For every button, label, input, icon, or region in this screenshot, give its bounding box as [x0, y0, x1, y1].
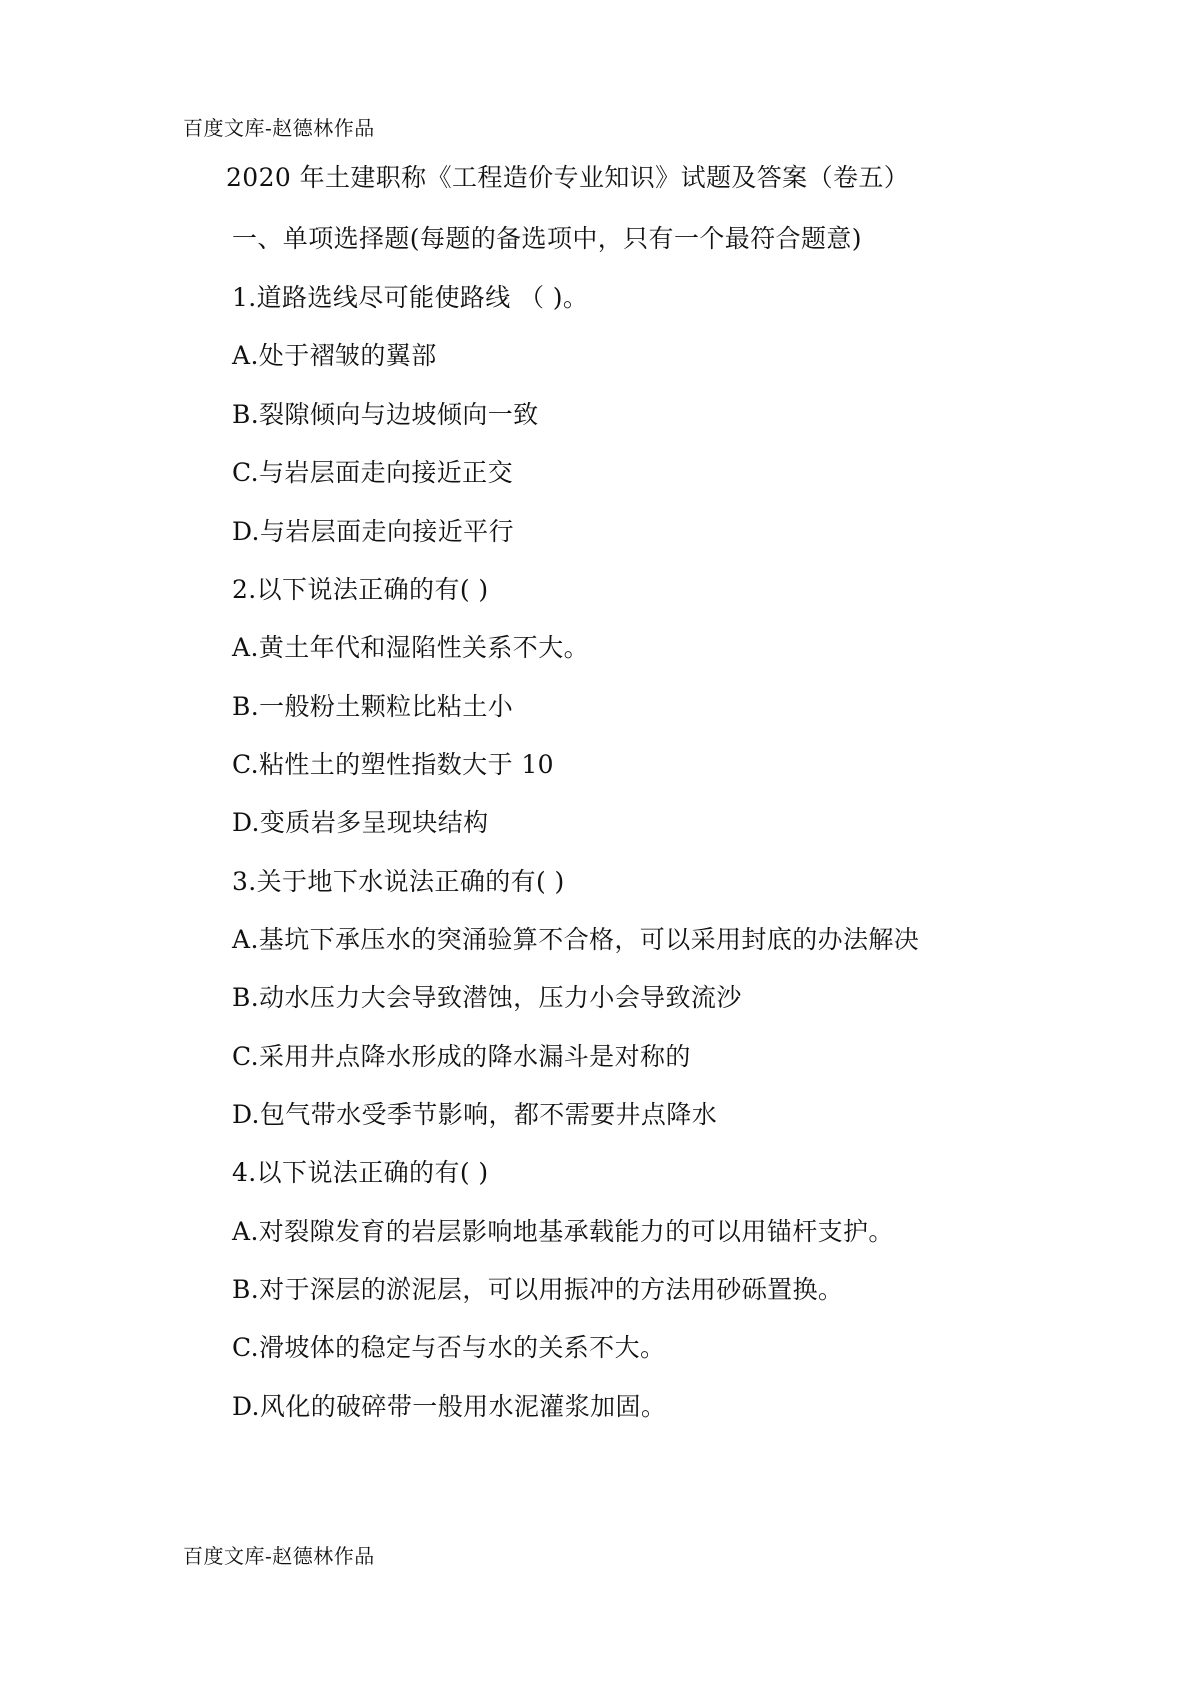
page-footer: 百度文库-赵德林作品 [183, 1544, 375, 1568]
question-1-option-a: A.处于褶皱的翼部 [232, 341, 437, 370]
question-4-option-d: D.风化的破碎带一般用水泥灌浆加固。 [232, 1392, 667, 1421]
question-4-option-b: B.对于深层的淤泥层，可以用振冲的方法用砂砾置换。 [232, 1275, 844, 1304]
question-3-option-a: A.基坑下承压水的突涌验算不合格，可以采用封底的办法解决 [232, 925, 920, 954]
page-header: 百度文库-赵德林作品 [183, 116, 375, 140]
question-3-option-c: C.采用井点降水形成的降水漏斗是对称的 [232, 1042, 691, 1071]
section-heading: 一、单项选择题(每题的备选项中，只有一个最符合题意) [232, 224, 862, 253]
question-2-option-d: D.变质岩多呈现块结构 [232, 808, 489, 837]
document-title: 2020 年土建职称《工程造价专业知识》试题及答案（卷五） [226, 163, 910, 192]
question-1-stem: 1.道路选线尽可能使路线 （ )。 [232, 283, 589, 312]
question-3-option-d: D.包气带水受季节影响，都不需要井点降水 [232, 1100, 718, 1129]
question-1-option-b: B.裂隙倾向与边坡倾向一致 [232, 400, 539, 429]
question-2-option-c: C.粘性土的塑性指数大于 10 [232, 750, 554, 779]
question-2-option-b: B.一般粉土颗粒比粘土小 [232, 692, 514, 721]
question-3-option-b: B.动水压力大会导致潜蚀，压力小会导致流沙 [232, 983, 742, 1012]
question-3-stem: 3.关于地下水说法正确的有( ) [232, 867, 565, 896]
question-4-option-c: C.滑坡体的稳定与否与水的关系不大。 [232, 1333, 666, 1362]
question-2-stem: 2.以下说法正确的有( ) [232, 575, 489, 604]
question-2-option-a: A.黄土年代和湿陷性关系不大。 [232, 633, 590, 662]
question-4-option-a: A.对裂隙发育的岩层影响地基承载能力的可以用锚杆支护。 [232, 1217, 894, 1246]
question-1-option-c: C.与岩层面走向接近正交 [232, 458, 513, 487]
question-1-option-d: D.与岩层面走向接近平行 [232, 517, 514, 546]
question-4-stem: 4.以下说法正确的有( ) [232, 1158, 489, 1187]
